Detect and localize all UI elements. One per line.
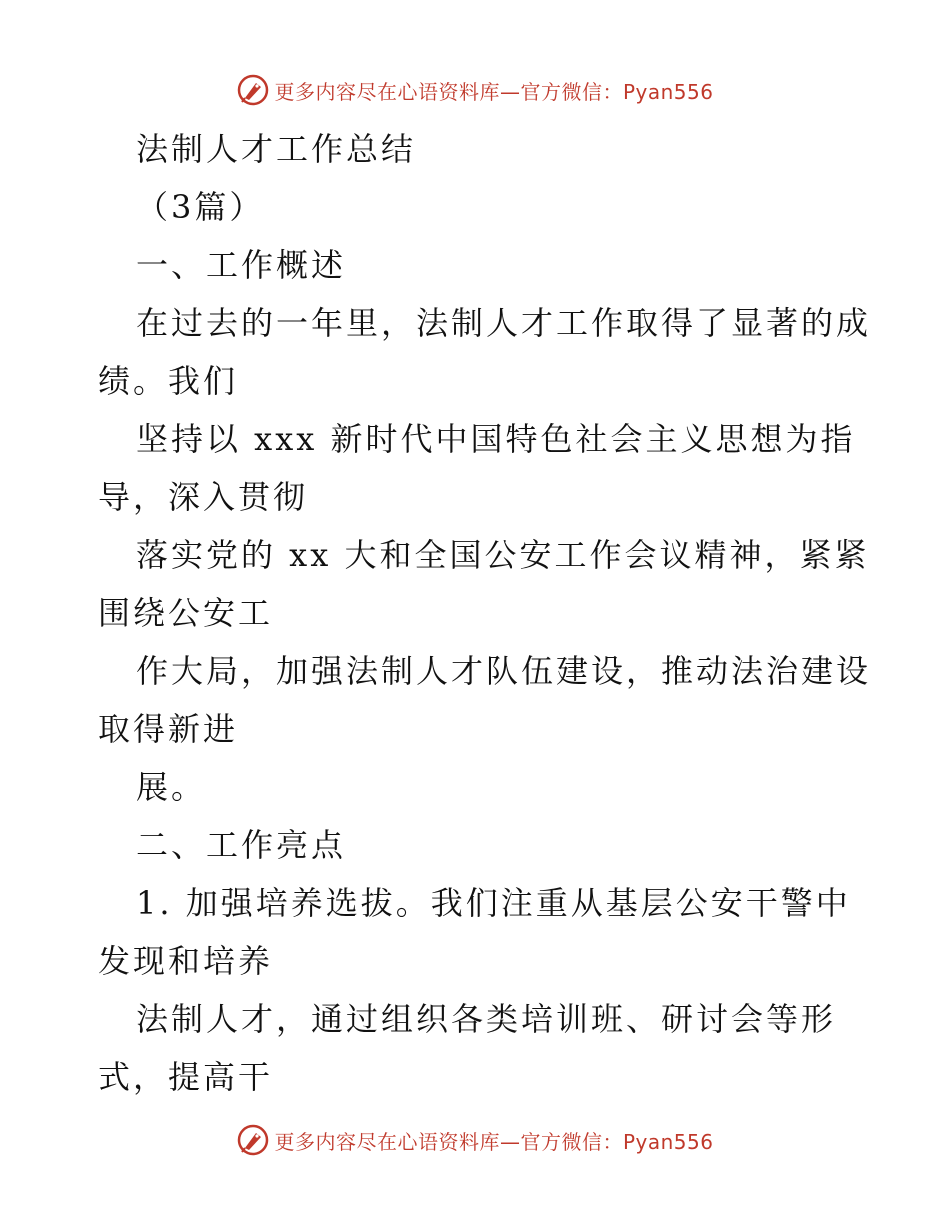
footer-banner-text: 更多内容尽在心语资料库—官方微信：Pyan556 [274,1129,714,1154]
document-body [98,120,872,1106]
paragraph-line: 作大局，加强法制人才队伍建设，推动法治建设 [136,652,872,690]
document-title: 法制人才工作总结 [136,130,417,168]
section-heading-overview: 一、工作概述 [136,246,347,284]
paragraph-line: 1. 加强培养选拔。我们注重从基层公安干警中 [136,884,851,922]
footer-banner [0,1120,950,1160]
paragraph-line: 坚持以 xxx 新时代中国特色社会主义思想为指 [136,420,856,458]
header-banner-text: 更多内容尽在心语资料库—官方微信：Pyan556 [274,79,714,104]
paragraph-line: 在过去的一年里，法制人才工作取得了显著的成 [136,304,872,342]
paragraph-line: 法制人才，通过组织各类培训班、研讨会等形 [136,1000,837,1038]
header-banner [0,70,950,110]
paragraph-line: 取得新进 [98,710,239,748]
paragraph-line: 围绕公安工 [98,594,274,632]
paragraph-line: 绩。我们 [98,362,239,400]
paragraph-line: 导，深入贯彻 [98,478,309,516]
paragraph-line: 展。 [136,768,207,806]
paragraph-line: 发现和培养 [98,942,274,980]
pen-nib-logo-icon [236,1123,270,1157]
paragraph-line: 落实党的 xx 大和全国公安工作会议精神，紧紧 [136,536,870,574]
section-heading-highlights: 二、工作亮点 [136,826,347,864]
pen-nib-logo-icon [236,73,270,107]
paragraph-line: 式，提高干 [98,1058,274,1096]
document-subtitle: （3篇） [136,188,265,226]
